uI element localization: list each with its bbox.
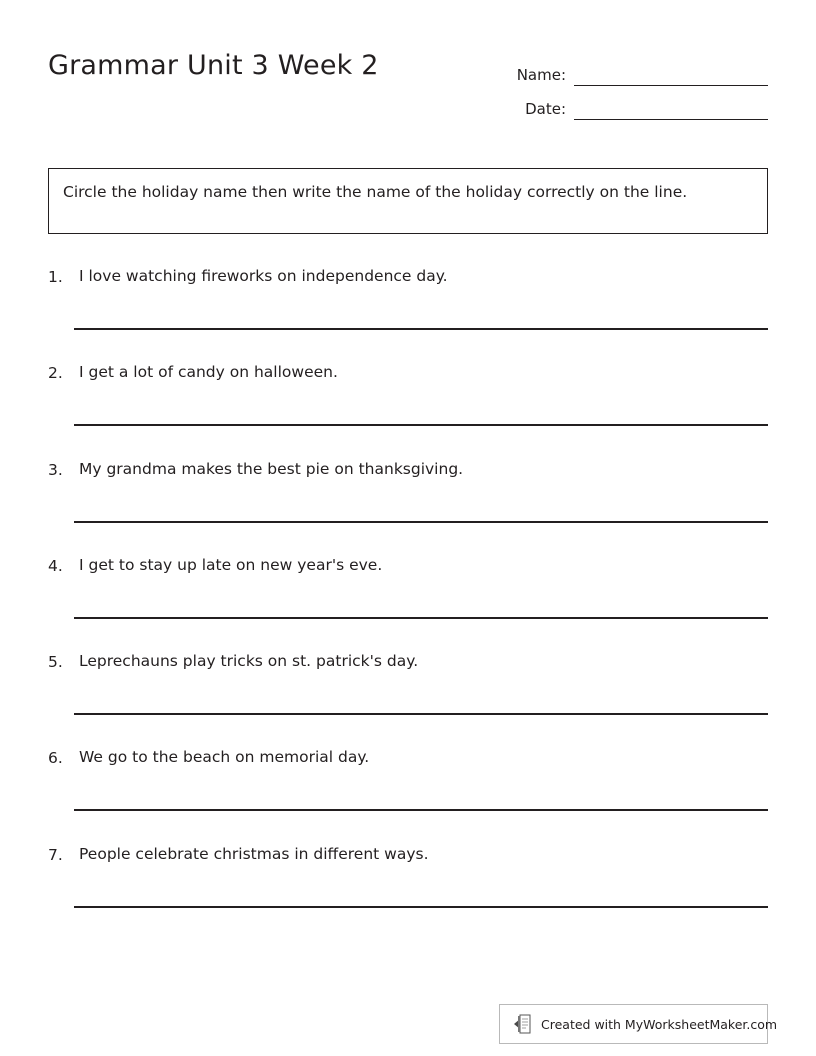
problem-item [48, 844, 768, 940]
name-label: Name: [516, 66, 566, 84]
problem-text: We go to the beach on memorial day. [79, 748, 370, 767]
problem-number: 4. [48, 556, 63, 575]
answer-line[interactable] [74, 328, 768, 330]
problem-item [48, 362, 768, 458]
problem-number: 7. [48, 845, 63, 864]
problem-number: 2. [48, 364, 63, 383]
date-row [516, 86, 768, 120]
problems-list [48, 266, 768, 940]
page-title: Grammar Unit 3 Week 2 [48, 50, 379, 81]
answer-line[interactable] [74, 617, 768, 619]
problem-item [48, 747, 768, 843]
worksheet-maker-logo-icon [514, 1014, 532, 1034]
problem-text: Leprechauns play tricks on st. patrick's day. [79, 652, 419, 671]
problem-number: 3. [48, 460, 63, 479]
problem-text: People celebrate christmas in different ways. [79, 844, 429, 863]
answer-line[interactable] [74, 713, 768, 715]
answer-line[interactable] [74, 521, 768, 523]
created-with-badge[interactable] [499, 1004, 778, 1044]
name-date-block [516, 52, 768, 120]
problem-number: 1. [48, 268, 63, 286]
directions-box [48, 168, 768, 234]
date-input-line[interactable] [574, 99, 768, 120]
problem-item [48, 555, 768, 651]
date-label: Date: [525, 100, 566, 118]
worksheet-header [48, 40, 768, 130]
problem-item [48, 459, 768, 555]
answer-line[interactable] [74, 809, 768, 811]
problem-text: My grandma makes the best pie on thanksgiving. [79, 459, 464, 478]
badge-label: Created with MyWorksheetMaker.com [541, 1016, 778, 1032]
problem-number: 5. [48, 653, 63, 672]
directions-text: Circle the holiday name then write the name of the holiday correctly on the line. [63, 183, 688, 201]
problem-item [48, 266, 768, 362]
problem-item [48, 651, 768, 747]
problem-text: I love watching fireworks on independence day. [79, 267, 448, 285]
problem-text: I get to stay up late on new year's eve. [79, 555, 383, 574]
name-input-line[interactable] [574, 65, 768, 86]
problem-number: 6. [48, 749, 63, 768]
answer-line[interactable] [74, 906, 768, 908]
name-row [516, 52, 768, 86]
answer-line[interactable] [74, 424, 768, 426]
problem-text: I get a lot of candy on halloween. [79, 363, 338, 382]
